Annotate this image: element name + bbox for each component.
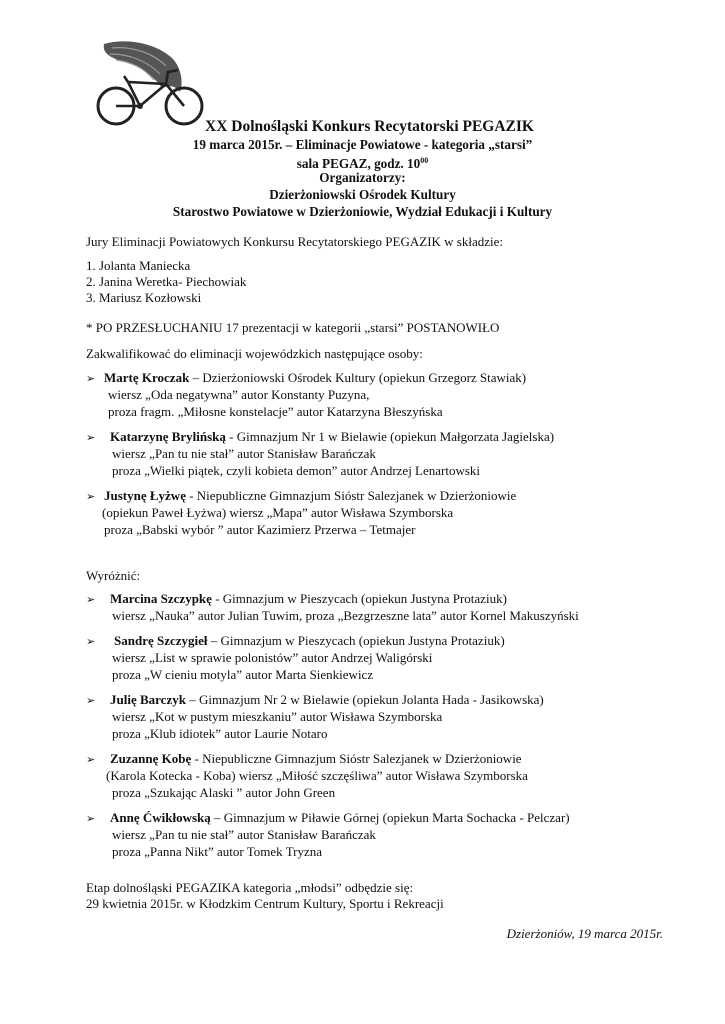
venue-line: sala PEGAZ, godz. $10^{00}$ xyxy=(296,156,429,171)
distinguish-intro: Wyróżnić: xyxy=(86,568,141,583)
decision-text: * PO PRZESŁUCHANIU 17 prezentacji w kategorii „starsi” POSTANOWIŁO xyxy=(86,320,500,335)
organizer-1: Dzierżoniowski Ośrodek Kultury xyxy=(269,187,456,202)
pegazik-logo xyxy=(84,36,208,130)
qualified-entry: ➢ Katarzynę Brylińską - Gimnazjum Nr 1 w Bielawie (opiekun Małgorzata Jagielska) wiersz „Pan tu nie stał” autor Stanisław Barańczak proza „Wielki piątek, czyli kobieta demon” autor Andrzej Lenartowski xyxy=(86,429,555,478)
jury-intro: Jury Eliminacji Powiatowych Konkursu Recytatorskiego PEGAZIK w składzie: xyxy=(86,234,504,249)
distinguished-entry: ➢ Sandrę Szczygieł – Gimnazjum w Pieszycach (opiekun Justyna Protaziuk) wiersz „List w sprawie polonistów” autor Andrzej Waligórski proza „W cieniu motyla” autor Marta Sienkiewicz xyxy=(86,633,505,682)
jury-member: 2. Janina Weretka- Piechowiak xyxy=(86,274,247,289)
jury-member: 1. Jolanta Maniecka xyxy=(86,258,191,273)
distinguished-entry: ➢ Julię Barczyk – Gimnazjum Nr 2 w Bielawie (opiekun Jolanta Hada - Jasikowska) wiersz „Kot w pustym mieszkaniu” autor Wisława Szymborska proza „Klub idiotek” autor Laurie Notaro xyxy=(86,692,544,741)
qualified-entry: ➢ Martę Kroczak – Dzierżoniowski Ośrodek Kultury (opiekun Grzegorz Stawiak) wiersz „Oda negatywna” autor Konstanty Puzyna, proza fragm. „Miłosne konstelacje” autor Katarzyna Błeszyńska xyxy=(86,370,527,419)
organizer-2: Starostwo Powiatowe w Dzierżoniowie, Wydział Edukacji i Kultury xyxy=(172,204,553,219)
arrow-bullet-icon: ➢ xyxy=(86,490,96,503)
event-date-line: 19 marca 2015r. – Eliminacje Powiatowe - kategoria „starsi” xyxy=(192,137,533,152)
arrow-bullet-icon: ➢ xyxy=(86,635,96,648)
arrow-bullet-icon: ➢ xyxy=(86,812,96,825)
distinguished-entry: ➢ Zuzannę Kobę - Niepubliczne Gimnazjum Sióstr Salezjanek w Dzierżoniowie (Karola Kotecka - Koba) wiersz „Miłość szczęśliwa” autor Wisława Szymborska proza „Szukając Alaski ” autor John Green xyxy=(86,751,528,800)
qualified-entry: ➢ Justynę Łyżwę - Niepubliczne Gimnazjum Sióstr Salezjanek w Dzierżoniowie (opiekun Paweł Łyżwa) wiersz „Mapa” autor Wisława Szymborska proza „Babski wybór ” autor Kazimierz Przerwa – Tetmajer xyxy=(86,488,517,537)
distinguished-entry: ➢ Marcina Szczypkę - Gimnazjum w Pieszycach (opiekun Justyna Protaziuk) wiersz „Nauka” autor Julian Tuwim, proza „Bezgrzeszne lata” autor Kornel Makuszyński xyxy=(86,591,579,624)
arrow-bullet-icon: ➢ xyxy=(86,753,96,766)
arrow-bullet-icon: ➢ xyxy=(86,372,96,385)
qualify-intro: Zakwalifikować do eliminacji wojewódzkich następujące osoby: xyxy=(86,346,423,361)
closing-line-1: Etap dolnośląski PEGAZIKA kategoria „młodsi” odbędzie się: xyxy=(86,880,414,895)
arrow-bullet-icon: ➢ xyxy=(86,694,96,707)
place-date-signature: Dzierżoniów, 19 marca 2015r. xyxy=(506,926,663,941)
arrow-bullet-icon: ➢ xyxy=(86,431,96,444)
contest-title: XX Dolnośląski Konkurs Recytatorski PEGAZIK xyxy=(205,118,534,135)
organizers-heading: Organizatorzy: xyxy=(319,170,406,185)
jury-member: 3. Mariusz Kozłowski xyxy=(86,290,202,305)
arrow-bullet-icon: ➢ xyxy=(86,593,96,606)
distinguished-entry: ➢ Annę Ćwikłowską – Gimnazjum w Piławie Górnej (opiekun Marta Sochacka - Pelczar) wiersz „Pan tu nie stał” autor Stanisław Barańczak proza „Panna Nikt” autor Tomek Tryzna xyxy=(86,810,570,859)
closing-line-2: 29 kwietnia 2015r. w Kłodzkim Centrum Kultury, Sportu i Rekreacji xyxy=(86,896,444,911)
